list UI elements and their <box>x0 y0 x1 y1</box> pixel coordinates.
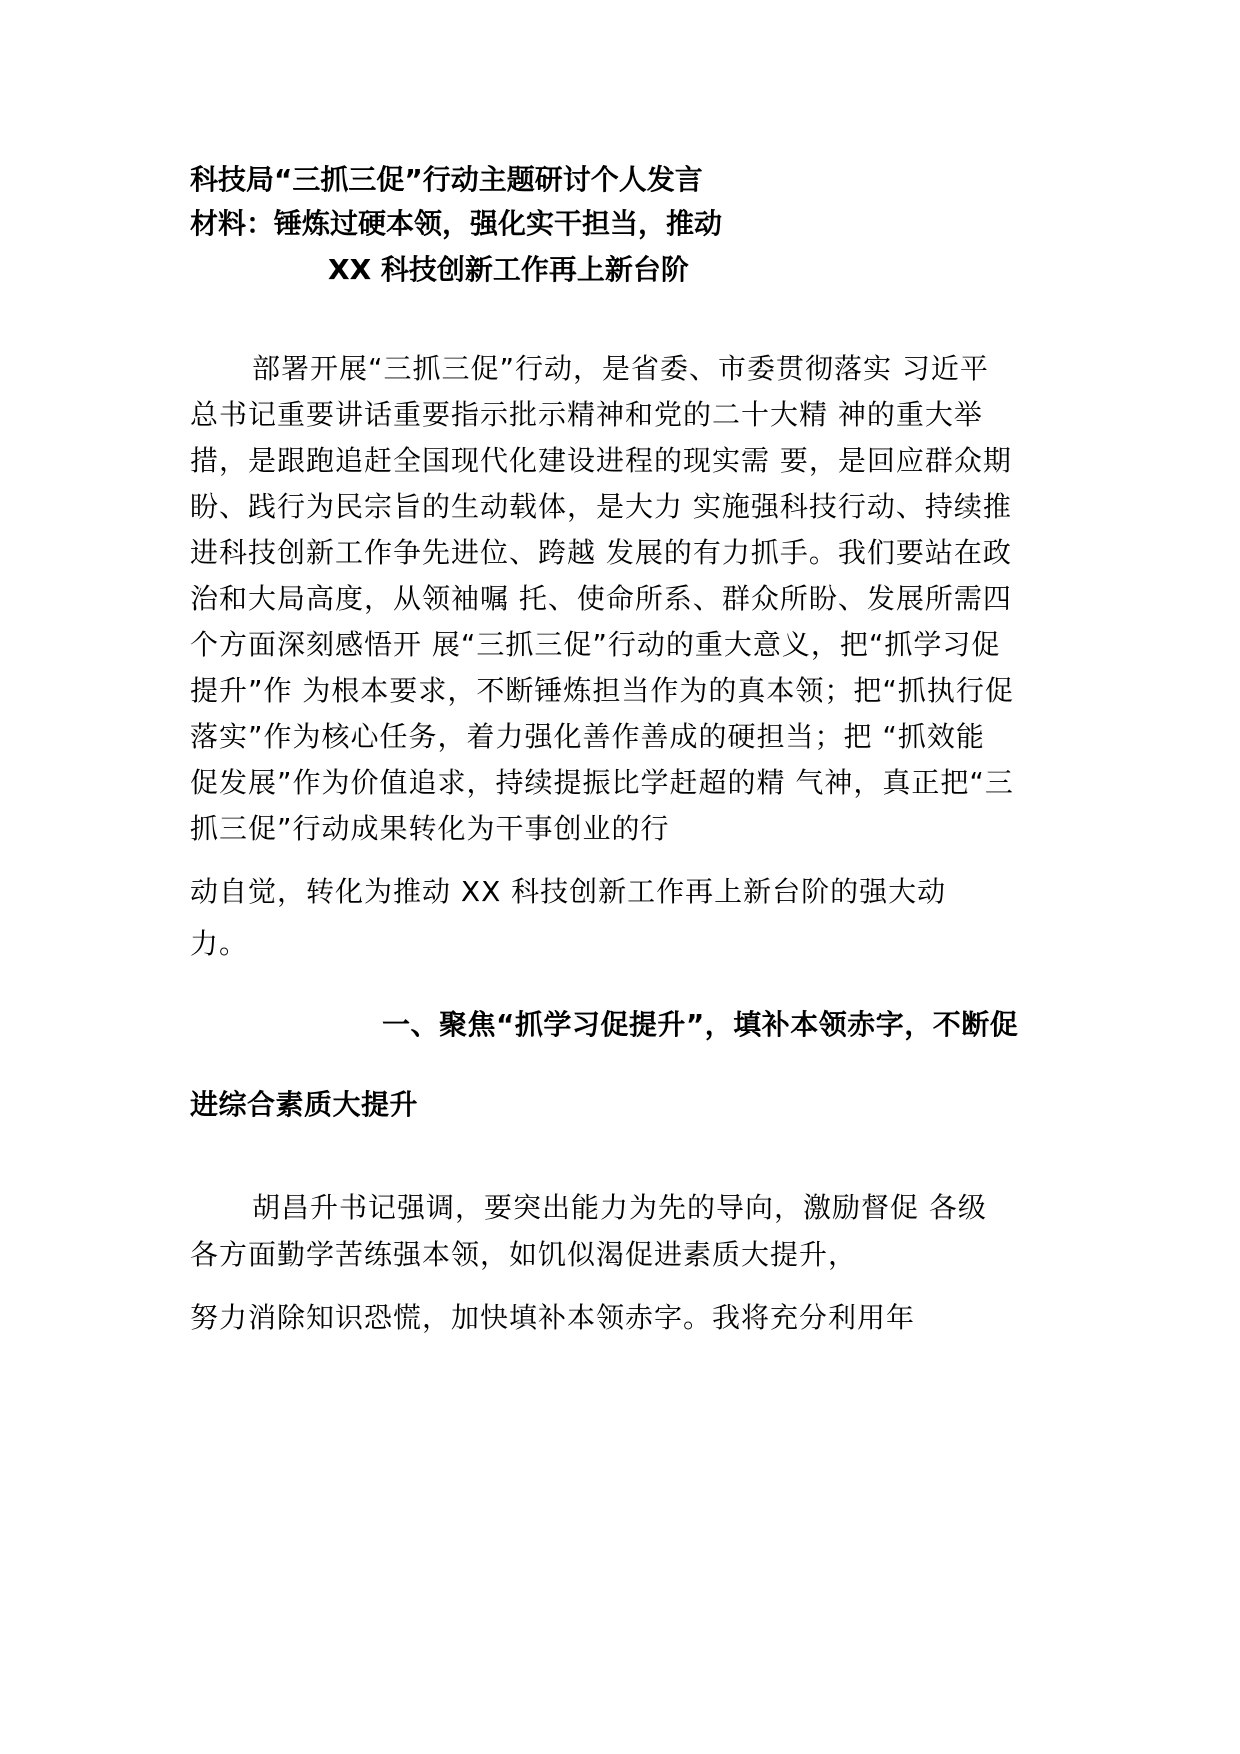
intro-paragraph-line-10: 促发展”作为价值追求，持续提振比学赶超的精 气神，真正把“三 <box>190 766 1014 799</box>
intro-paragraph-line-12: 动自觉，转化为推动 XX 科技创新工作再上新台阶的强大动 <box>190 875 947 908</box>
intro-paragraph-line-8: 提升”作 为根本要求，不断锤炼担当作为的真本领；把“抓执行促 <box>190 674 1014 707</box>
section-1-paragraph-line-1: 胡昌升书记强调，要突出能力为先的导向，激励督促 各级 <box>252 1191 987 1224</box>
intro-paragraph-line-3: 措，是跟跑追赶全国现代化建设进程的现实需 要，是回应群众期 <box>190 444 1012 477</box>
intro-paragraph-line-11: 抓三促”行动成果转化为干事创业的行 <box>190 812 670 845</box>
intro-paragraph-line-2: 总书记重要讲话重要指示批示精神和党的二十大精 神的重大举 <box>190 398 983 431</box>
intro-paragraph-line-9: 落实”作为核心任务，着力强化善作善成的硬担当；把 “抓效能 <box>190 720 985 753</box>
intro-paragraph-line-7: 个方面深刻感悟开 展“三抓三促”行动的重大意义，把“抓学习促 <box>190 628 1001 661</box>
intro-paragraph-line-13: 力。 <box>190 927 249 960</box>
intro-paragraph-line-4: 盼、践行为民宗旨的生动载体，是大力 实施强科技行动、持续推 <box>190 490 1012 523</box>
section-1-heading-line-1: 一、聚焦“抓学习促提升”，填补本领赤字，不断促 <box>382 1008 1019 1041</box>
intro-paragraph-line-1: 部署开展“三抓三促”行动，是省委、市委贯彻落实 习近平 <box>252 352 989 385</box>
section-1-paragraph-line-3: 努力消除知识恐慌，加快填补本领赤字。我将充分利用年 <box>190 1301 916 1334</box>
document-title-line-3: XX 科技创新工作再上新台阶 <box>328 253 689 286</box>
section-1-heading-line-2: 进综合素质大提升 <box>190 1088 419 1121</box>
intro-paragraph-line-6: 治和大局高度，从领袖嘱 托、使命所系、群众所盼、发展所需四 <box>190 582 1012 615</box>
document-title-line-2: 材料：锤炼过硬本领，强化实干担当，推动 <box>190 207 723 240</box>
intro-paragraph-line-5: 进科技创新工作争先进位、跨越 发展的有力抓手。我们要站在政 <box>190 536 1012 569</box>
section-1-paragraph-line-2: 各方面勤学苦练强本领，如饥似渴促进素质大提升， <box>190 1238 858 1271</box>
document-title-line-1: 科技局“三抓三促”行动主题研讨个人发言 <box>190 163 703 196</box>
